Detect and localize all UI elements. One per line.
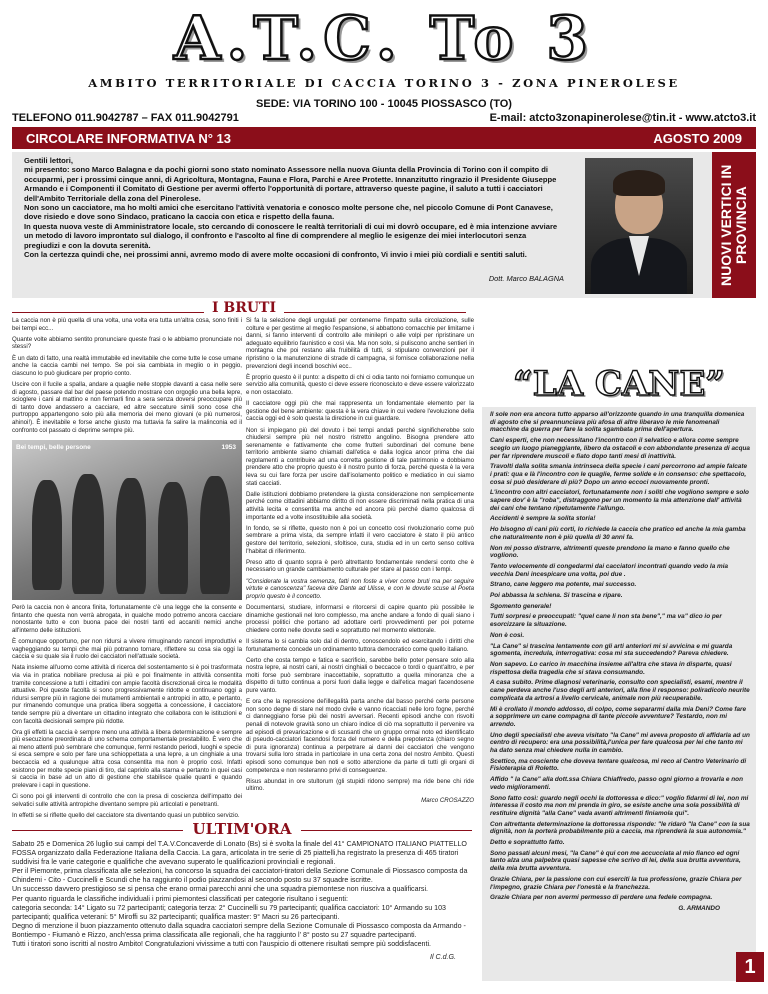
paragraph: Non si impiegano più del dovuto i bei tempi andati perché significherebbe solo chiudersi sempre più nel nostro ristretto angolino. Bisogna prendere atto serenamente e fattivamente che come frutteri subordinari del comune bene territorio ambiente siamo chiamati dall'etica e dalla logica ancor prima che dai regolamenti a contribuire ad una corretta gestione di tale patrimonio e dobbiamo prendere atto che proprio questo è il nostro punto di forza, perché questa è la vera leva su cui fare forza per uscire dall'isolamento politico e mediatico in cui siamo stati cacciati. bbox=[246, 426, 474, 487]
masthead-title: A.T.C. To 3 bbox=[173, 4, 595, 74]
paragraph: A casa subito. Prime diagnosi veterinarie, consulto con specialisti, esami, mentre il cane perdeva anche l'uso degli arti anteriori, alla fine il responso: poliradicolo neurite complicata da artrosi a livello cervicale, animale non più recuperabile. bbox=[490, 679, 750, 702]
paragraph: Il sole non era ancora tutto apparso all'orizzonte quando in una tranquilla domenica di agosto che si preannunciava più afosa di altre liberavo le mie fenomenali macchine da guerra per fare la solita sgambata prima dell'apertura. bbox=[490, 411, 745, 434]
photo-caption: Bei tempi, belle persone bbox=[16, 444, 91, 451]
ultimora-heading-text: ULTIM'ORA bbox=[183, 820, 302, 838]
paragraph: Dalle istituzioni dobbiamo pretendere la giusta considerazione non semplicemente perché come cittadini abbiamo diritto di non essere discriminati nella pratica di una attività lecita e consentita ma anche ed ancora più perché diamo qualcosa di importante ed a volte insostituibile alla società. bbox=[246, 490, 474, 521]
lacane-box bbox=[482, 407, 756, 981]
hunter-figure bbox=[116, 478, 146, 594]
paragraph: Degno di menzione il buon piazzamento ottenuto dalla squadra cacciatori sempre della Sezione Comunale di Piossasco composta da Armando - Bontiempo - Fiumanò e Rizzo, anch'essa prima classificata alle regionali, che ha raggiunto l' 8° posto su 27 squadre partecipanti. bbox=[12, 921, 466, 939]
paragraph: Tutti sorpresi e preoccupati: "quel cane li non sta bene"," ma va" dico io per esorcizzare la situazione. bbox=[490, 613, 722, 629]
lacane-heading: “LA CANE” bbox=[513, 364, 725, 404]
intro-signature: Dott. Marco BALAGNA bbox=[488, 274, 564, 283]
paragraph: Un successo davvero prestigioso se si pensa che erano ormai parecchi anni che una squadra piemontese non riusciva a qualificarsi. bbox=[12, 885, 429, 894]
paragraph: Accidenti è sempre la solita storia! bbox=[490, 515, 596, 523]
paragraph: Certo che costa tempo e fatica e sacrificio, sarebbe bello poter pensare solo alla nostra lepre, ai nostri cani, ai nostri cinghiali o beccacce o tordi o quant'altro, e per molti forse può sembrare inaccettabile, soprattutto a quella minoranza che a dispetto di tutto continua a porsi fuori dalla legge e dall'etica magari facendosene pure vanto. bbox=[246, 656, 474, 695]
masthead-subtitle: AMBITO TERRITORIALE DI CACCIA TORINO 3 - ZONA PINEROLESE bbox=[88, 76, 680, 90]
lacane-signature: G. ARMANDO bbox=[678, 904, 720, 912]
paragraph: Sgomento generale! bbox=[490, 602, 552, 610]
bruti-heading-text: I BRUTI bbox=[204, 300, 284, 316]
paragraph: Per quanto riguarda le classifiche individuali i primi piemontesi classificati per categorie risultano i seguenti: bbox=[12, 894, 348, 903]
intro-box bbox=[12, 152, 712, 298]
paragraph: Risus abundat in ore stultorum (gli stupidi ridono sempre) ma ride bene chi ride ultimo. bbox=[246, 777, 474, 793]
paragraph: Non mi posso distrarre, altrimenti queste prendono la mano e fanno quello che vogliono. bbox=[490, 544, 730, 560]
portrait-hair bbox=[613, 170, 665, 196]
paragraph: Mi è crollato il mondo addosso, di colpo, come separarmi dalla mia Deni? Come fare a sopprimere un cane compagna di tante piccole avventure? Testardo, non mi arrendo. bbox=[490, 705, 747, 728]
page-number: 1 bbox=[736, 952, 764, 982]
paragraph: "La Cane" si trascina lentamente con gli arti anteriori mi si avvicina e mi guarda sgomenta, incredula, interrogativa: cosa mi sta succedendo? Pareva chiedere. bbox=[490, 642, 733, 658]
paragraph: In effetti se si riflette quello del cacciatore sta diventando quasi un pubblico servizio. bbox=[12, 811, 240, 819]
ultimora-heading bbox=[12, 820, 472, 838]
paragraph: Quante volte abbiamo sentito pronunciare queste frasi o le abbiamo pronunciate noi stessi? bbox=[12, 335, 242, 351]
paragraph: Il cacciatore oggi più che mai rappresenta un fondamentale elemento per la gestione del bene ambiente: questa è la vera chiave in cui vedere l'evoluzione della caccia oggi ed è solo questa la direzione in cui guardare. bbox=[246, 400, 474, 423]
issue-date: AGOSTO 2009 bbox=[653, 130, 742, 146]
paragraph: categoria seconda: 14° Ligato su 72 partecipanti; categoria terza: 2° Cuccinelli su 79 partecipanti; qualifica cacciatori: 10° Armando su 103 partecipanti; qualifica veterani: 5° Miroffi su 32 partecipanti; qualifica master: 9° Macri su 26 partecipanti. bbox=[12, 903, 446, 921]
bruti-col2 bbox=[246, 317, 474, 808]
photo-year: 1953 bbox=[221, 444, 236, 451]
paragraph: Non sapevo. Lo carico in macchina insieme all'altra che stava in disparte, quasi rispettosa della tragedia che si stava consumando. bbox=[490, 660, 732, 676]
issue-bar bbox=[12, 127, 756, 149]
paragraph: Nata insieme all'uomo come attività di ricerca del sostentamento si è poi trasformata via via in pratica nobiliare preclusa ai più e poi finalmente in attività consentita tramite concessione a tutti i cittadini con ampie facoltà discrezionali circa le modalità attuative. Poi queste facoltà si sono progressivamente ridotte e continuano oggi a ridursi sempre più in ragione dei mutamenti ambientali e antropici in atto, e pertanto, pur rimanendo comunque una pratica libera soggetta a concessione, il cacciatore tende sempre più a diventare un cittadino integrato che collabora con le istituzioni e con facoltà decisionali sempre più ridotte. bbox=[12, 664, 242, 725]
ultimora-body bbox=[12, 840, 476, 962]
paragraph: Ci sono poi gli interventi di controllo che con la presa di coscienza dell'impatto dei selvatici sulle attività antropiche diventano sempre più articolati e penetranti. bbox=[12, 793, 242, 808]
paragraph: È un dato di fatto, una realtà immutabile ed inevitabile che come tutte le cose umane anche la caccia cambi nel tempo. Se poi sia cambiata in meglio o in peggio, ciascuno lo può giudicare per proprio conto. bbox=[12, 354, 242, 377]
paragraph: Poi abbassa la schiena. Si trascina e ripare. bbox=[490, 592, 623, 600]
paragraph: Con altrettanta determinazione la dottoressa risponde: "le ridarò "la Cane" con la sua dignità, non la porterà probabilmente più a caccia, ma riprenderà la sua autonomia." bbox=[490, 820, 750, 836]
bruti-col1-top bbox=[12, 317, 242, 438]
paragraph: Cani esperti, che non necessitano l'incontro con il selvatico e allora come sempre sceglo un luogo pianeggiante, libero da ostacoli e con abbondante presenza di acqua per far riprendere muscoli e fiato dopo tanti mesi di inattività. bbox=[490, 437, 750, 460]
hunter-figure bbox=[200, 476, 230, 594]
paragraph: In fondo, se si riflette, questo non è poi un concetto così rivoluzionario come può sembrare a prima vista, da sempre infatti il vero cacciatore è stato il più antico gestore del territorio, selezioni, sfoltisce, cura, studia ed in un certo senso coltiva l'habitat di riferimento. bbox=[246, 524, 474, 555]
paragraph: "Considerate la vostra semenza, fatti non foste a viver come bruti ma per seguire virtute e canoscenza" faceva dire Dante ad Ulisse, e con le dovute scuse al Poeta proprio questo è il concetto. bbox=[246, 577, 474, 600]
paragraph: Però la caccia non è ancora finita, fortunatamente c'è una legge che la consente e fintanto che questa non verrà abrogata, in qualche modo potremo ancora cacciare nonostante tutto e con buona pace dei nostri tanti ed accaniti nemici anche all'interno delle istituzioni. bbox=[12, 604, 242, 634]
paragraph: Sono fatto così: guardo negli occhi la dottoressa e dico:" voglio fidarmi di lei, non mi interessa il costo ma non mi prenda in giro, se esiste anche una sola possibilità di restituire dignità "alla Cane" vada avanti altrimenti finiamola qui". bbox=[490, 794, 749, 817]
old-hunters-photo bbox=[12, 440, 242, 600]
address-line: SEDE: VIA TORINO 100 - 10045 PIOSSASCO (TO) bbox=[256, 98, 512, 110]
bruti-col1-bottom bbox=[12, 604, 242, 823]
paragraph: Strano, cane leggero ma potente, mai successo. bbox=[490, 581, 637, 589]
masthead bbox=[0, 4, 768, 74]
paragraph: Grazie Chiara per non avermi permesso di perdere una fedele compagna. bbox=[490, 894, 713, 902]
paragraph: È comunque opportuno, per non ridursi a vivere rimuginando rancori improduttivi e vagheggiando su tempi che mai più potranno tornare, riflettere su cosa sia oggi la caccia e su quale sia il ruolo dei cacciatori nell'attuale società. bbox=[12, 637, 242, 661]
paragraph: Documentarsi, studiare, informarsi e ritorcersi di capire quanto più possibile le dinamiche gestionali nel loro complesso, ma anche andare a fondo di quali siano i processi politici che portano ad adottare certi provvedimenti per poi poterne chiedere conto nelle dovute sedi e soprattutto nel momento elettorale. bbox=[246, 603, 474, 634]
lacane-story bbox=[490, 411, 750, 916]
side-banner bbox=[712, 152, 756, 298]
phone-fax: TELEFONO 011.9042787 – FAX 011.9042791 bbox=[12, 112, 239, 124]
paragraph: Grazie Chiara, per la passione con cui eserciti la tua professione, grazie Chiara per l'impegno, grazie Chiara per l'onestà e la franchezza. bbox=[490, 875, 742, 891]
hunter-figure bbox=[158, 482, 188, 594]
paragraph: Sono passati alcuni mesi, "la Cane" è qui con me accucciata al mio fianco ed ogni tanto alza una palpebra quasi sapesse che scrivo di lei, della sua brutta avventura, della mia brutta avventura. bbox=[490, 849, 741, 873]
paragraph: L'incontro con altri cacciatori, fortunatamente non i soliti che vogliono sempre e solo sapere dov' è la "roba", distraggono per un momento la mia attenzione dall' attività dei cani che tentano ripetutamente l'allungo. bbox=[490, 489, 749, 512]
paragraph: Si fa la selezione degli ungulati per contenerne l'impatto sulla circolazione, sulle colture e per gestirne al meglio l'espansione, si abbattono cornacchie per limitarne i danni, si fanno interventi di controllo alle minilepri o alle volpi per ripristinare un adeguato equilibrio faunistico e così via. Ma non solo, si puliscono anche sentieri in montagna che poi restano alla fruibilità di tutti, si stipulano convenzioni per il ripristino o la manutenzione di strade di campagna, si fornisce collaborazione nella prevenzioni degli incendi boschivi ecc.. bbox=[246, 317, 474, 370]
intro-letter: Gentili lettori, mi presento: sono Marco Balagna e da pochi giorni sono stato nominato Assessore nella nuova Giunta della Provincia di Torino con il compito di occuparmi, per i prossimi cinque anni, di Agricoltura, Montagna, Fauna e Flora, Parchi e Aree Protette. Innanzitutto ringrazio il Presidente Giuseppe Armando e i Componenti il Comitato di Gestione per avermi offerto l'opportunità di portare, attraverso queste pagine, il saluto a tutti i cacciatori dell'Ambito Territoriale della zona del Pinerolese. Non sono un cacciatore, ma ho molti amici che esercitano l'attività venatoria e conosco molte persone che, nel piccolo Comune di Pont Canavese, dove risiedo e dove sono Sindaco, praticano la caccia con etica e rispetto della fauna. In questa nuova veste di Amministratore locale, sto cercando di conoscere le realtà territoriali di cui mi dovrò occupare, ed è mia intenzione avviare un metodo di lavoro improntato sul dialogo, il confronto e l'ascolto al fine di comprendere al meglio le esigenze dei miei interlocutori senza pregiudizi e con la dovuta serenità. Con la certezza quindi che, nei prossimi anni, avremo modo di avere molte occasioni di confronto, Vi invio i miei più cordiali e sentiti saluti. bbox=[24, 156, 558, 260]
paragraph: Il sistema lo si cambia solo dal di dentro, conoscendolo ed esercitando i diritti che fortunatamente concede un ordinamento tuttora democratico come quello italiano. bbox=[246, 637, 474, 653]
bruti-heading bbox=[12, 300, 476, 316]
paragraph: Detto e soprattutto fatto. bbox=[490, 839, 565, 847]
paragraph: Non è così. bbox=[490, 631, 525, 639]
paragraph: Ora gli effetti la caccia è sempre meno una attività a libera determinazione e sempre più esecuzione preordinata di uno schema comportamentale prestabilito. È vero che ai meno attenti può sembrare che comunque, fermi restando periodi, luoghi e specie si esca sempre e solo per fare una schioppettata a una lepre, a un cinghiale a una beccaccia ed a qualunque altra cosa consentita ma non è proprio così. Infatti esistono per molte specie piani di tiro, dal capriolo alla starna e pertanto in quei casi si caccia in base ad un atto di gestione che stabilisce qualie quanti e quando prelevare i capi in questione. bbox=[12, 728, 242, 789]
contacts-line bbox=[12, 112, 756, 124]
paragraph: La caccia non è più quella di una volta, una volta era tutta un'altra cosa, sono finiti i bei tempi ecc... bbox=[12, 317, 242, 332]
email-web: E-mail: atcto3zonapinerolese@tin.it - www.atcto3.it bbox=[489, 112, 756, 124]
paragraph: Ho bisogno di cani più corti, lo richiede la caccia che pratico ed anche la mia gamba che naturalmente non è più quella di 30 anni fa. bbox=[490, 526, 746, 541]
paragraph: Preso atto di quanto sopra è però altrettanto fondamentale rendersi conto che è necessario un grande cambiamento culturale per stare al passo con i tempi. bbox=[246, 558, 474, 574]
paragraph: Affido " la Cane" alla dott.ssa Chiara Chiaffredo, passo ogni giorno a trovarla e non vedo miglioramenti. bbox=[490, 776, 743, 791]
side-banner-label: NUOVI VERTICI IN PROVINCIA bbox=[718, 164, 749, 286]
paragraph: Sabato 25 e Domenica 26 luglio sui campi del T.A.V.Concaverde di Lonato (Bs) si è svolta la finale del 41° CAMPIONATO ITALIANO PIATTELLO FOSSA organizzato dalla Federazione Italiana della Caccia. La gara, articolata in tre serie di 25 piattelli,ha registrato la presenza di 465 tiratori suddivisi fra le varie categorie e qualifiche che avevano superato le qualificazioni provinciali e regionali. bbox=[12, 840, 467, 867]
paragraph: Tento velocemente di congedarmi dai cacciatori incontrati quando vedo la mia vecchia Deni incespicare una volta, poi due . bbox=[490, 562, 729, 578]
hunter-figure bbox=[32, 480, 62, 590]
issue-label: CIRCOLARE INFORMATIVA N° 13 bbox=[26, 130, 232, 146]
paragraph: È proprio questo è il punto: a dispetto di chi ci odia tanto noi forniamo comunque un servizio alla comunità, questo ci deve essere riconosciuto e deve essere valorizzato e non ostacolato. bbox=[246, 373, 474, 396]
portrait-photo bbox=[585, 158, 693, 294]
paragraph: Tutti i tiratori sono iscritti al nostro Ambito! Congratulazioni vivissime a tutti con l'auspicio di ottenere risultati sempre più soddisfacenti. bbox=[12, 940, 432, 949]
ultimora-signature: Il C.d.G. bbox=[429, 953, 456, 962]
paragraph: Uscire con il fucile a spalla, andare a quaglie nelle stoppie davanti a casa nelle sere di agosto, passare dal bar del paese potendo mostrare con orgoglio una bella lepre, scioglere i cani al mattino e non fermarli fino a sera senza doversi preoccupare più di tanto dove andassero a cacciare, ed altre seccature simili sono cose che purtroppo appartengono solo più alla memoria dei meno giovani (e più numerosi, ahinoi!). È inevitabile e forse anche giusto ma tuttavia fa salire la malinconia ed il confronto col passato ci deprime sempre più. bbox=[12, 380, 242, 434]
paragraph: E ora che la repressione del'illegalità parta anche dal basso perché certe persone non sono degne di stare nel modo civile e vanno ricacciati nelle loro fogne, perché ci danneggiano forse più dei nostri avversari. Recenti episodi anche con risvolti penali di notevole gravità sono un chiaro indice di ciò ma soprattutto il pervenire va ad episodi di prevaricazione e di scusanti che un gruppo ormai noto ed identificato di pseudo-cacciatori facendosi forza del numero e della prepotenza (chiaro segno di pura ignoranza) continua a perpetrare ai danni dei cacciatori che vengono trovarsi sulla loro strada in particolare in una certa zona del nostro Ambito. Questi episodi sono comunque ben noti e sotto attenzione da parte di tutti gli organi di competenza e non resteranno privi di conseguenze. bbox=[246, 698, 474, 774]
paragraph: Per il Piemonte, prima classificata alle selezioni, ha concorso la squadra dei cacciatori-tiratori della Sezione Comunale di Piossasco composta da Chindemi - Cito - Cuccinelli e Scundi che ha raggiunto il podio piazzandosi al secondo posto su 37 squadre iscritte. bbox=[12, 867, 468, 885]
bruti-signature: Marco CROSAZZO bbox=[421, 796, 474, 804]
hunter-figure bbox=[72, 474, 104, 594]
paragraph: Travolti dalla solita smania intrinseca della specie i cani percorrono ad ampie falcate i prati: qua e là l'incontro con le quaglie, ferme solide e in consenso: che spettacolo, cosa si può desiderare di più? Dopo un anno eccoci nuovamente pronti. bbox=[490, 463, 748, 486]
paragraph: Scettico, ma cosciente che doveva tentare qualcosa, mi reco al Centro Veterinario di Fisioterapia di Roletto. bbox=[490, 757, 747, 773]
paragraph: Uno degli specialisti che aveva visitato "la Cane" mi aveva proposto di affidarla ad un centro di recupero: era una possibilità,l'unica per fare qualcosa per lei che tanto mi ha dato senza mai chiedere nulla in cambio. bbox=[490, 731, 750, 755]
